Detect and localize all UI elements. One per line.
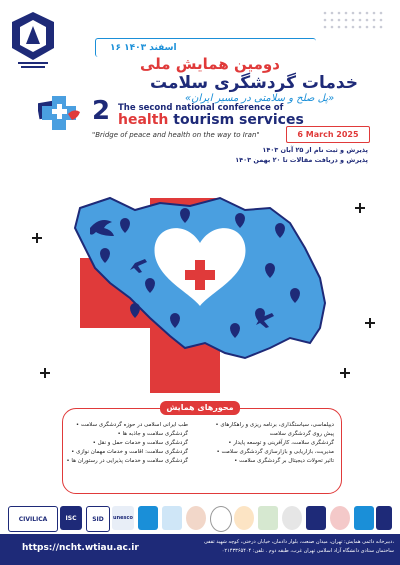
topic-item: • گردشگری سلامت و خدمات حمل و نقل: [92, 440, 188, 446]
medical-cross-icon: [38, 92, 88, 130]
edition-number: 2: [92, 96, 111, 126]
topic-item: • دیپلماسی، سیاستگذاری، برنامه ریزی و راهکارهای: [215, 422, 334, 428]
partner-logo: [258, 506, 278, 530]
topic-item: • گردشگری سلامت و خدمات پذیرایی در رستوران ها: [66, 458, 188, 464]
title-persian-line1: دومین همایش ملی: [140, 55, 280, 73]
dot-pattern-decor: [320, 8, 390, 48]
isc-logo: ISC: [60, 506, 82, 530]
civilica-logo: CIVILICA: [8, 506, 58, 532]
footer-address-line1: دبیرخانه دائمی همایش: تهران، میدان صنعت، بلوار دادمان، خیابان درختی، کوچه شهید ثقفی،: [203, 539, 394, 545]
partner-logo: [330, 506, 350, 530]
topic-item: پیش روی گردشگری سلامت: [269, 431, 334, 437]
sponsor-logos-row: [6, 498, 394, 534]
partner-logo: [210, 506, 232, 532]
iran-map-illustration: [20, 168, 380, 398]
deadline-registration: پذیرش و ثبت نام از ۲۵ آبان ۱۴۰۳: [262, 146, 368, 154]
deadline-papers: پذیرش و دریافت مقالات تا ۲۰ بهمن ۱۴۰۳: [235, 156, 368, 164]
title-english-tourism: tourism services: [173, 112, 304, 128]
university-logo: [8, 10, 58, 72]
partner-logo: [186, 506, 206, 530]
website-link[interactable]: https://ncht.wtiau.ac.ir: [22, 543, 139, 553]
partner-logo: [306, 506, 326, 530]
title-english-line2: [118, 112, 304, 128]
partner-logo: [282, 506, 302, 530]
topic-item: • تاثیر تحولات دیجیتال بر گردشگری سلامت: [234, 458, 334, 464]
partner-logo: [138, 506, 158, 530]
title-persian-line2: خدمات گردشگری سلامت: [150, 73, 358, 93]
title-english-health: health: [118, 112, 169, 128]
title-english-line1: The second national conference of: [118, 103, 284, 113]
university-logo-small: [376, 506, 392, 530]
topic-item: • طب ایرانی اسلامی در حوزه گردشگری سلامت: [75, 422, 188, 428]
topic-item: • مدیریت، بازاریابی و بازارسازی گردشگری سلامت: [216, 449, 334, 455]
date-english: 6 March 2025: [286, 126, 370, 143]
partner-logo: [234, 506, 254, 530]
partner-logo: [162, 506, 182, 530]
topic-item: • گردشگری سلامت، کارآفرینی و توسعه پایدار: [228, 440, 334, 446]
topics-title: محورهای همایش: [160, 401, 240, 415]
partner-logo: [354, 506, 374, 530]
unesco-logo: unesco: [112, 506, 134, 530]
footer-address-line2: ساختمان ستادی دانشگاه آزاد اسلامی تهران غرب، طبقه دوم . تلفن: ۰۲۱۴۳۳۶۵۴۰۴: [221, 548, 394, 554]
topic-item: • گردشگری سلامت: اقامت و خدمات مهمان نوازی: [71, 449, 188, 455]
date-persian: ۱۶ اسفند ۱۴۰۳: [110, 43, 177, 53]
topic-item: • گردشگری سلامت و جاذبه ها: [117, 431, 188, 437]
sid-logo: SID: [86, 506, 110, 532]
slogan-english: "Bridge of peace and health on the way to Iran": [92, 131, 260, 139]
slogan-persian: «پل صلح و سلامتی در مسیر ایران»: [185, 93, 335, 104]
